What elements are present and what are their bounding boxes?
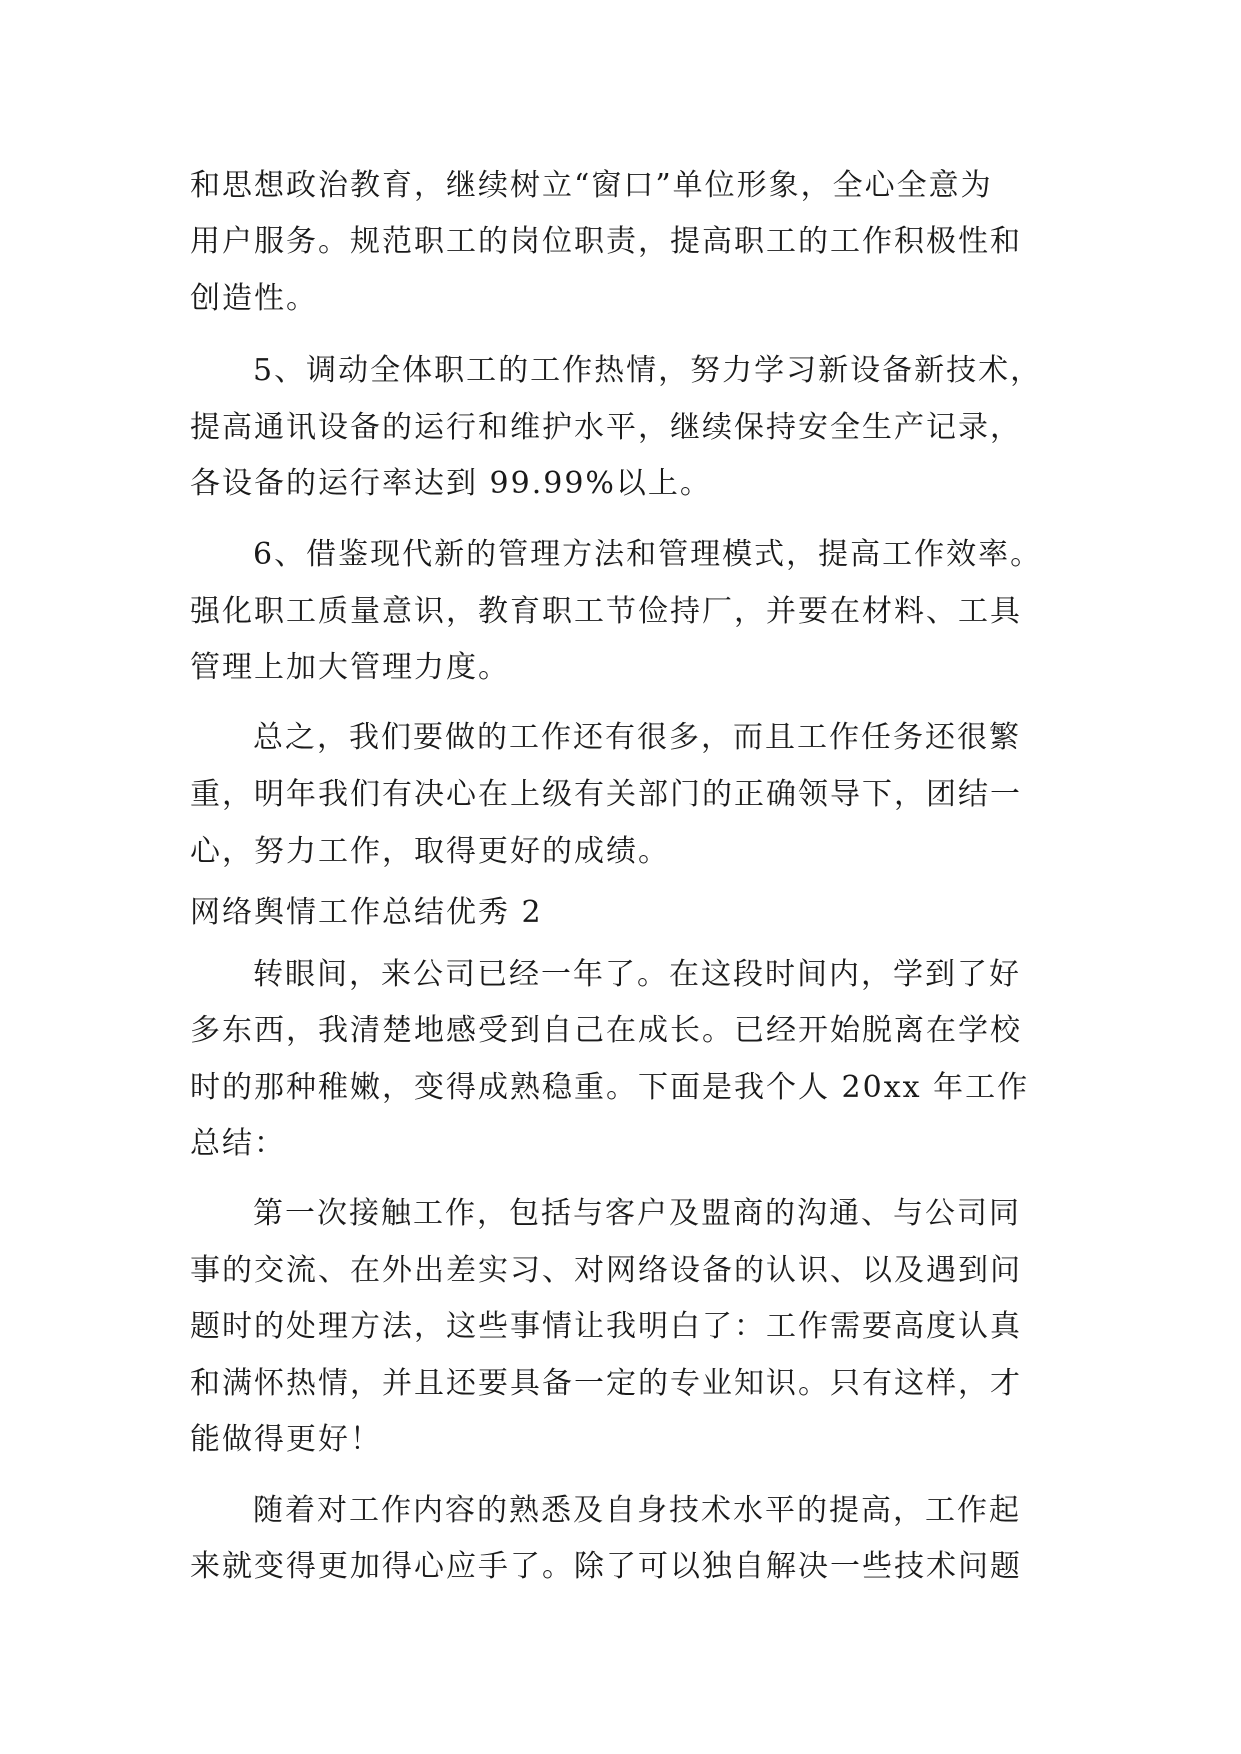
text-line: 能做得更好！ xyxy=(190,1422,382,1457)
text-line: 各设备的运行率达到 99.99%以上。 xyxy=(190,466,712,501)
text-line: 强化职工质量意识，教育职工节俭持厂，并要在材料、工具 xyxy=(190,594,1022,629)
text-line: 来就变得更加得心应手了。除了可以独自解决一些技术问题 xyxy=(190,1549,1022,1584)
text-line: 提高通讯设备的运行和维护水平，继续保持安全生产记录， xyxy=(190,410,1022,445)
text-line: 随着对工作内容的熟悉及自身技术水平的提高，工作起 xyxy=(253,1493,1021,1528)
text-line: 心，努力工作，取得更好的成绩。 xyxy=(190,834,670,869)
text-line: 用户服务。规范职工的岗位职责，提高职工的工作积极性和 xyxy=(190,224,1022,259)
text-line: 管理上加大管理力度。 xyxy=(190,650,510,685)
text-line: 5、调动全体职工的工作热情，努力学习新设备新技术， xyxy=(253,353,1043,388)
text-line: 重，明年我们有决心在上级有关部门的正确领导下，团结一 xyxy=(190,777,1022,812)
text-line: 和思想政治教育，继续树立“窗口”单位形象，全心全意为 xyxy=(190,168,993,203)
text-line: 6、借鉴现代新的管理方法和管理模式，提高工作效率。 xyxy=(253,537,1043,572)
text-line: 总结： xyxy=(190,1126,286,1161)
section-heading: 网络舆情工作总结优秀 2 xyxy=(190,895,543,930)
text-line: 题时的处理方法，这些事情让我明白了：工作需要高度认真 xyxy=(190,1309,1022,1344)
text-line: 时的那种稚嫩，变得成熟稳重。下面是我个人 20xx 年工作 xyxy=(190,1070,1030,1105)
text-line: 总之，我们要做的工作还有很多，而且工作任务还很繁 xyxy=(253,720,1021,755)
text-line: 事的交流、在外出差实习、对网络设备的认识、以及遇到问 xyxy=(190,1253,1022,1288)
text-line: 转眼间，来公司已经一年了。在这段时间内，学到了好 xyxy=(253,957,1021,992)
text-line: 创造性。 xyxy=(190,281,318,316)
text-line: 和满怀热情，并且还要具备一定的专业知识。只有这样，才 xyxy=(190,1366,1022,1401)
text-line: 第一次接触工作，包括与客户及盟商的沟通、与公司同 xyxy=(253,1196,1021,1231)
text-line: 多东西，我清楚地感受到自己在成长。已经开始脱离在学校 xyxy=(190,1013,1022,1048)
